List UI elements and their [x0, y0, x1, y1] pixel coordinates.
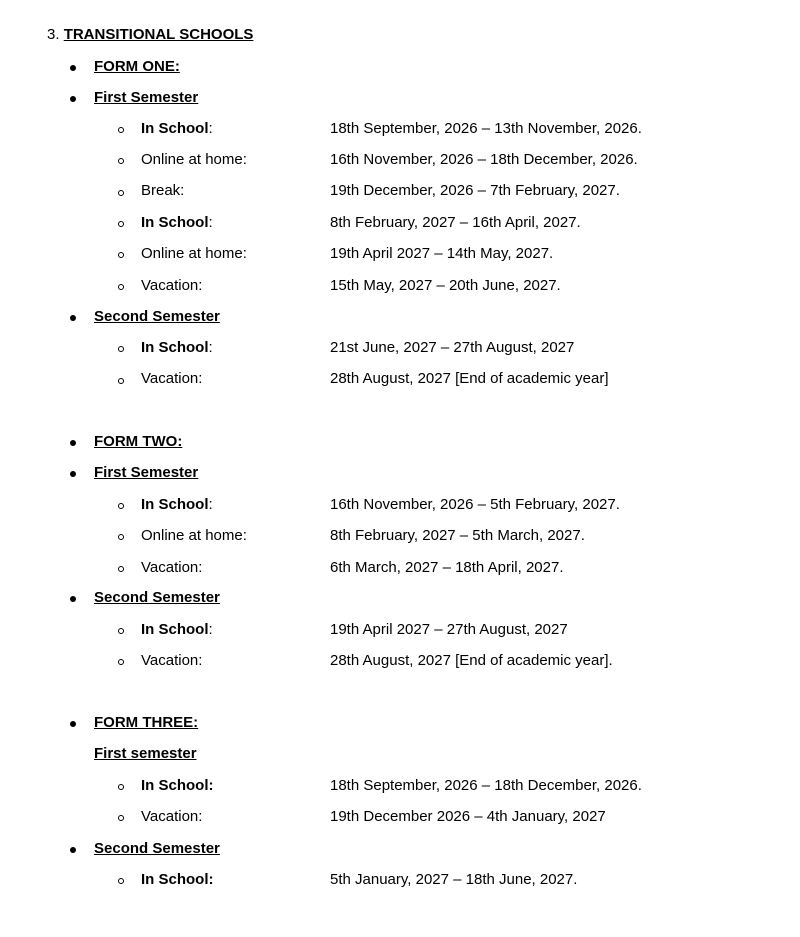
item-dates: 19th April 2027 – 14th May, 2027.	[330, 245, 554, 262]
bullet-icon	[70, 315, 76, 321]
item-label: In School:	[141, 339, 213, 356]
item-label: In School:	[141, 120, 213, 137]
item-dates: 16th November, 2026 – 5th February, 2027.	[330, 496, 620, 513]
item-dates: 21st June, 2027 – 27th August, 2027	[330, 339, 575, 356]
form-three-second-semester-heading: Second Semester	[94, 840, 220, 857]
circle-bullet-icon	[118, 503, 124, 509]
circle-bullet-icon	[118, 252, 124, 258]
item-label: Vacation:	[141, 277, 203, 294]
form-one-second-semester-heading: Second Semester	[94, 308, 220, 325]
circle-bullet-icon	[118, 878, 124, 884]
item-dates: 19th December, 2026 – 7th February, 2027.	[330, 182, 620, 199]
item-label: In School:	[141, 214, 213, 231]
bullet-icon	[70, 471, 76, 477]
circle-bullet-icon	[118, 346, 124, 352]
section-title: TRANSITIONAL SCHOOLS	[63, 26, 254, 43]
bullet-icon	[70, 65, 76, 71]
circle-bullet-icon	[118, 284, 124, 290]
item-dates: 19th December 2026 – 4th January, 2027	[330, 808, 606, 825]
item-dates: 18th September, 2026 – 18th December, 2026.	[330, 777, 642, 794]
circle-bullet-icon	[118, 566, 124, 572]
item-label: Vacation:	[141, 652, 203, 669]
circle-bullet-icon	[118, 659, 124, 665]
circle-bullet-icon	[118, 628, 124, 634]
form-two-second-semester-heading: Second Semester	[94, 589, 220, 606]
circle-bullet-icon	[118, 378, 124, 384]
section-number: 3.	[47, 26, 60, 43]
form-three-first-semester-heading: First semester	[94, 745, 197, 762]
bullet-icon	[70, 96, 76, 102]
item-label: In School:	[141, 496, 213, 513]
item-dates: 18th September, 2026 – 13th November, 2026.	[330, 120, 642, 137]
form-three-heading: FORM THREE:	[94, 714, 199, 731]
item-dates: 19th April 2027 – 27th August, 2027	[330, 621, 568, 638]
item-label: Online at home:	[141, 245, 247, 262]
section-heading	[47, 26, 253, 44]
bullet-icon	[70, 440, 76, 446]
item-dates: 8th February, 2027 – 16th April, 2027.	[330, 214, 581, 231]
circle-bullet-icon	[118, 158, 124, 164]
item-label: In School:	[141, 621, 213, 638]
item-dates: 15th May, 2027 – 20th June, 2027.	[330, 277, 561, 294]
circle-bullet-icon	[118, 221, 124, 227]
form-one-heading: FORM ONE:	[94, 58, 180, 75]
bullet-icon	[70, 847, 76, 853]
item-dates: 6th March, 2027 – 18th April, 2027.	[330, 559, 564, 576]
item-dates: 8th February, 2027 – 5th March, 2027.	[330, 527, 585, 544]
item-label: In School:	[141, 777, 214, 794]
form-two-heading: FORM TWO:	[94, 433, 183, 450]
item-label: Vacation:	[141, 559, 203, 576]
item-label: Online at home:	[141, 527, 247, 544]
bullet-icon	[70, 596, 76, 602]
circle-bullet-icon	[118, 534, 124, 540]
item-label: In School:	[141, 871, 214, 888]
form-two-first-semester-heading: First Semester	[94, 464, 199, 481]
item-label: Vacation:	[141, 370, 203, 387]
item-dates: 28th August, 2027 [End of academic year]	[330, 370, 609, 387]
item-dates: 16th November, 2026 – 18th December, 2026.	[330, 151, 638, 168]
circle-bullet-icon	[118, 190, 124, 196]
circle-bullet-icon	[118, 127, 124, 133]
bullet-icon	[70, 721, 76, 727]
item-label: Break:	[141, 182, 185, 199]
circle-bullet-icon	[118, 815, 124, 821]
form-one-first-semester-heading: First Semester	[94, 89, 199, 106]
item-dates: 5th January, 2027 – 18th June, 2027.	[330, 871, 578, 888]
circle-bullet-icon	[118, 784, 124, 790]
item-label: Online at home:	[141, 151, 247, 168]
item-dates: 28th August, 2027 [End of academic year].	[330, 652, 613, 669]
item-label: Vacation:	[141, 808, 203, 825]
